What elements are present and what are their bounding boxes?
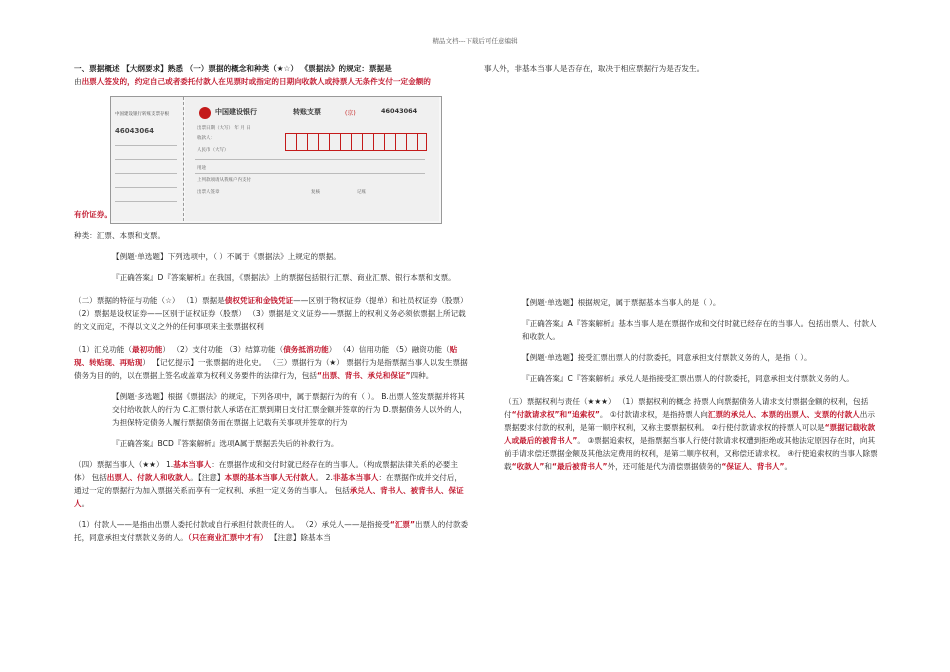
example-3: 【例题·单选题】根据规定，属于票据基本当事人的是（ ）。 [522, 298, 721, 307]
s5-a: （五）票据权利与责任（★★★） （1）票据权利的概念 持票人向票据债务人请求支付票据金额的权利，包括付 [504, 397, 869, 419]
book-label: 记账 [357, 190, 366, 195]
sec4-d: 。 2. [315, 473, 333, 482]
payee-label: 收款人： [197, 136, 215, 141]
sec4-r5: 承兑人、背书人、被背书人、保证人 [74, 486, 464, 508]
func-r4: “出票、背书、承兑和保证” [317, 371, 411, 380]
sign-label: 出票人签章 [197, 190, 220, 195]
sec2-a: （二）票据的特征与功能（☆） （1）票据是 [74, 296, 225, 305]
s5-f: 外，还可能是代为清偿票据债务的 [607, 462, 722, 471]
s5-c: 出示票据要求付款的权利，是第一顺序权利，又称主要票据权利。 ②行使付款请求权的持票人可以是 [504, 410, 875, 432]
para-kinds: 种类：汇票、本票和支票。 [74, 231, 166, 240]
sec4-e: ：在票据作成并交付后，通过一定的票据行为加入票据关系而享有一定权利、承担一定义务的当事人。 包括 [74, 473, 462, 495]
def-highlight: 出票人签发的，约定自己或者委托付款人在见票时或指定的日期向收款人或持票人无条件支付一定金额的 [81, 77, 431, 86]
cheque-region: (京) [345, 110, 356, 117]
sec4-r4: 非基本当事人 [332, 473, 379, 482]
s5-e: 和 [544, 462, 552, 471]
sec2-highlight: 债权凭证和金钱凭证 [224, 296, 294, 305]
left-column-body [74, 208, 469, 544]
memo-label: 上列款项请从我账户内支付 [197, 178, 251, 183]
stub-line [115, 159, 177, 160]
stub-title: 中国建设银行转账支票存根 [115, 112, 169, 117]
bank-logo-icon [199, 107, 211, 119]
section-payer [74, 518, 469, 544]
stub-line [115, 173, 177, 174]
section-4 [74, 458, 469, 510]
func-c: ） （4）信用功能 （5）融资功能（ [328, 345, 450, 354]
cheque-title: 转账支票 [293, 108, 321, 116]
s5-r2: 汇票的承兑人、本票的出票人、支票的付款人 [707, 410, 860, 419]
def-prefix: 由 [74, 77, 82, 86]
sec4-r1: 基本当事人 [173, 460, 212, 469]
date-label: 出票日期（大写） 年 月 日 [197, 126, 251, 131]
last-a: （1）付款人——是指由出票人委托付款或自行承担付款责任的人。 （2）承兑人——是指接受 [74, 520, 390, 529]
cheque-image [110, 96, 442, 224]
sec4-f: 。 [81, 499, 90, 508]
section-functions [74, 343, 469, 382]
func-r2: 债务抵消功能 [283, 345, 329, 354]
sec2-b: ——区别于物权证券（提单）和社员权证券（股票） （2）票据是设权证券——区别于证权证券（股票） （3）票据是文义证券——票据上的权利义务必须依票据上所记载的文义而定，不得以文义之外的任何事项来主张票据权利 [74, 296, 468, 331]
stub-line [115, 201, 177, 202]
last-b: 出票人的付款委托，同意承担支付票款义务的人。 [74, 520, 469, 542]
para-definition [74, 75, 469, 88]
s5-d: 。 ③票据追索权，是指票据当事人行使付款请求权遭到拒绝或其他法定原因存在时，向其前手请求偿还票据金额及其他法定费用的权利，是第二顺序权利，又称偿还请求权。 ④行使追索权的当事人除票载 [504, 436, 878, 471]
s5-r5: “最后被背书人” [551, 462, 608, 471]
s5-b: 。 ①付款请求权，是指持票人向 [599, 410, 708, 419]
sec4-a: （四）票据当事人（★★） 1. [74, 460, 174, 469]
last-r1: “汇票” [389, 520, 415, 529]
cheque-line [195, 173, 425, 174]
right-column-top [484, 62, 879, 75]
intro-text: 一、票据概述 【大纲要求】熟悉 （一）票据的概念和种类（★☆） 《票据法》的规定：票据是 [74, 64, 392, 73]
bank-name: 中国建设银行 [215, 108, 257, 116]
para-intro [74, 62, 469, 75]
para-def-end [74, 208, 469, 221]
right-column-body [484, 296, 879, 473]
last-r2: （只在商业汇票中才有） [187, 533, 268, 542]
right-intro: 事人外，非基本当事人是否存在，取决于相应票据行为是否发生。 [484, 64, 705, 73]
review-label: 复核 [311, 190, 320, 195]
section-2 [74, 294, 469, 333]
s5-r1: “付款请求权”和“追索权” [511, 410, 600, 419]
cheque-line [195, 159, 425, 160]
s5-g: 。 [784, 462, 793, 471]
func-a: （1）汇兑功能（ [74, 345, 132, 354]
sec4-r3: 本票的基本当事人无付款人 [224, 473, 316, 482]
stub-line [115, 145, 177, 146]
func-r1: 最初功能 [132, 345, 163, 354]
last-c: 【注意】除基本当 [267, 533, 331, 542]
s5-r6: “保证人、背书人” [721, 462, 785, 471]
func-b: ） （2）支付功能 （3）结算功能（ [162, 345, 284, 354]
left-column-top [74, 62, 469, 88]
func-r3: 贴现、转贴现、再贴现 [74, 345, 458, 367]
func-e: 四种。 [410, 371, 434, 380]
answer-3: 『正确答案』A『答案解析』基本当事人是在票据作成和交付时就已经存在的当事人。包括出票人、付款人和收款人。 [522, 319, 877, 341]
use-label: 用途 [197, 166, 206, 171]
answer-1: 『正确答案』D『答案解析』在我国，《票据法》上的票据包括银行汇票、商业汇票、银行本票和支票。 [112, 273, 456, 282]
answer-2: 『正确答案』BCD『答案解析』选项A属于票据丢失后的补救行为。 [112, 439, 339, 448]
sec4-b: ：在票据作成和交付时就已经存在的当事人。（构成票据法律关系的必要主体） 包括 [74, 460, 458, 482]
def-end: 有价证券。 [74, 210, 112, 219]
example-2: 【例题·多选题】根据《票据法》的规定，下列各项中，属于票据行为的有（ ）。 B.出票人签发票据并将其交付给收款人的行为 C.汇票付款人承诺在汇票到期日支付汇票金额并签章的行为 D.票据债务人以外的人，为担保特定债务人履行票据债务而在票据上记载有关事项并签章的行为 [112, 392, 467, 427]
s5-r4: “收款人” [511, 462, 545, 471]
s5-r3: “票据记载收款人或最后的被背书人” [504, 423, 876, 445]
cheque-number: 46043064 [381, 107, 418, 115]
answer-4: 『正确答案』C『答案解析』承兑人是指接受汇票出票人的付款委托，同意承担支付票款义务的人。 [522, 374, 854, 383]
section-5 [484, 395, 879, 473]
amount-label: 人民币（大写） [197, 148, 229, 153]
cheque-body [185, 97, 439, 221]
stub-line [115, 187, 177, 188]
amount-grid [285, 133, 427, 151]
sec4-r2: 出票人、付款人和收款人 [106, 473, 191, 482]
page-header: 精品文档---下载后可任意编辑 [432, 37, 518, 45]
example-1: 【例题·单选题】下列选项中，（ ）不属于《票据法》上规定的票据。 [112, 252, 341, 261]
func-d: ） 【记忆提示】一张票据的进化史。 （三）票据行为（★） 票据行为是指票据当事人以发生票据债务为目的的，以在票据上签名或盖章为权利义务要件的法律行为，包括 [74, 358, 468, 380]
cheque-stub [111, 97, 184, 221]
stub-number: 46043064 [115, 127, 154, 135]
example-4: 【例题·单选题】接受汇票出票人的付款委托，同意承担支付票款义务的人，是指（ ）。 [522, 353, 812, 362]
sec4-c: 。【注意】 [190, 473, 225, 482]
